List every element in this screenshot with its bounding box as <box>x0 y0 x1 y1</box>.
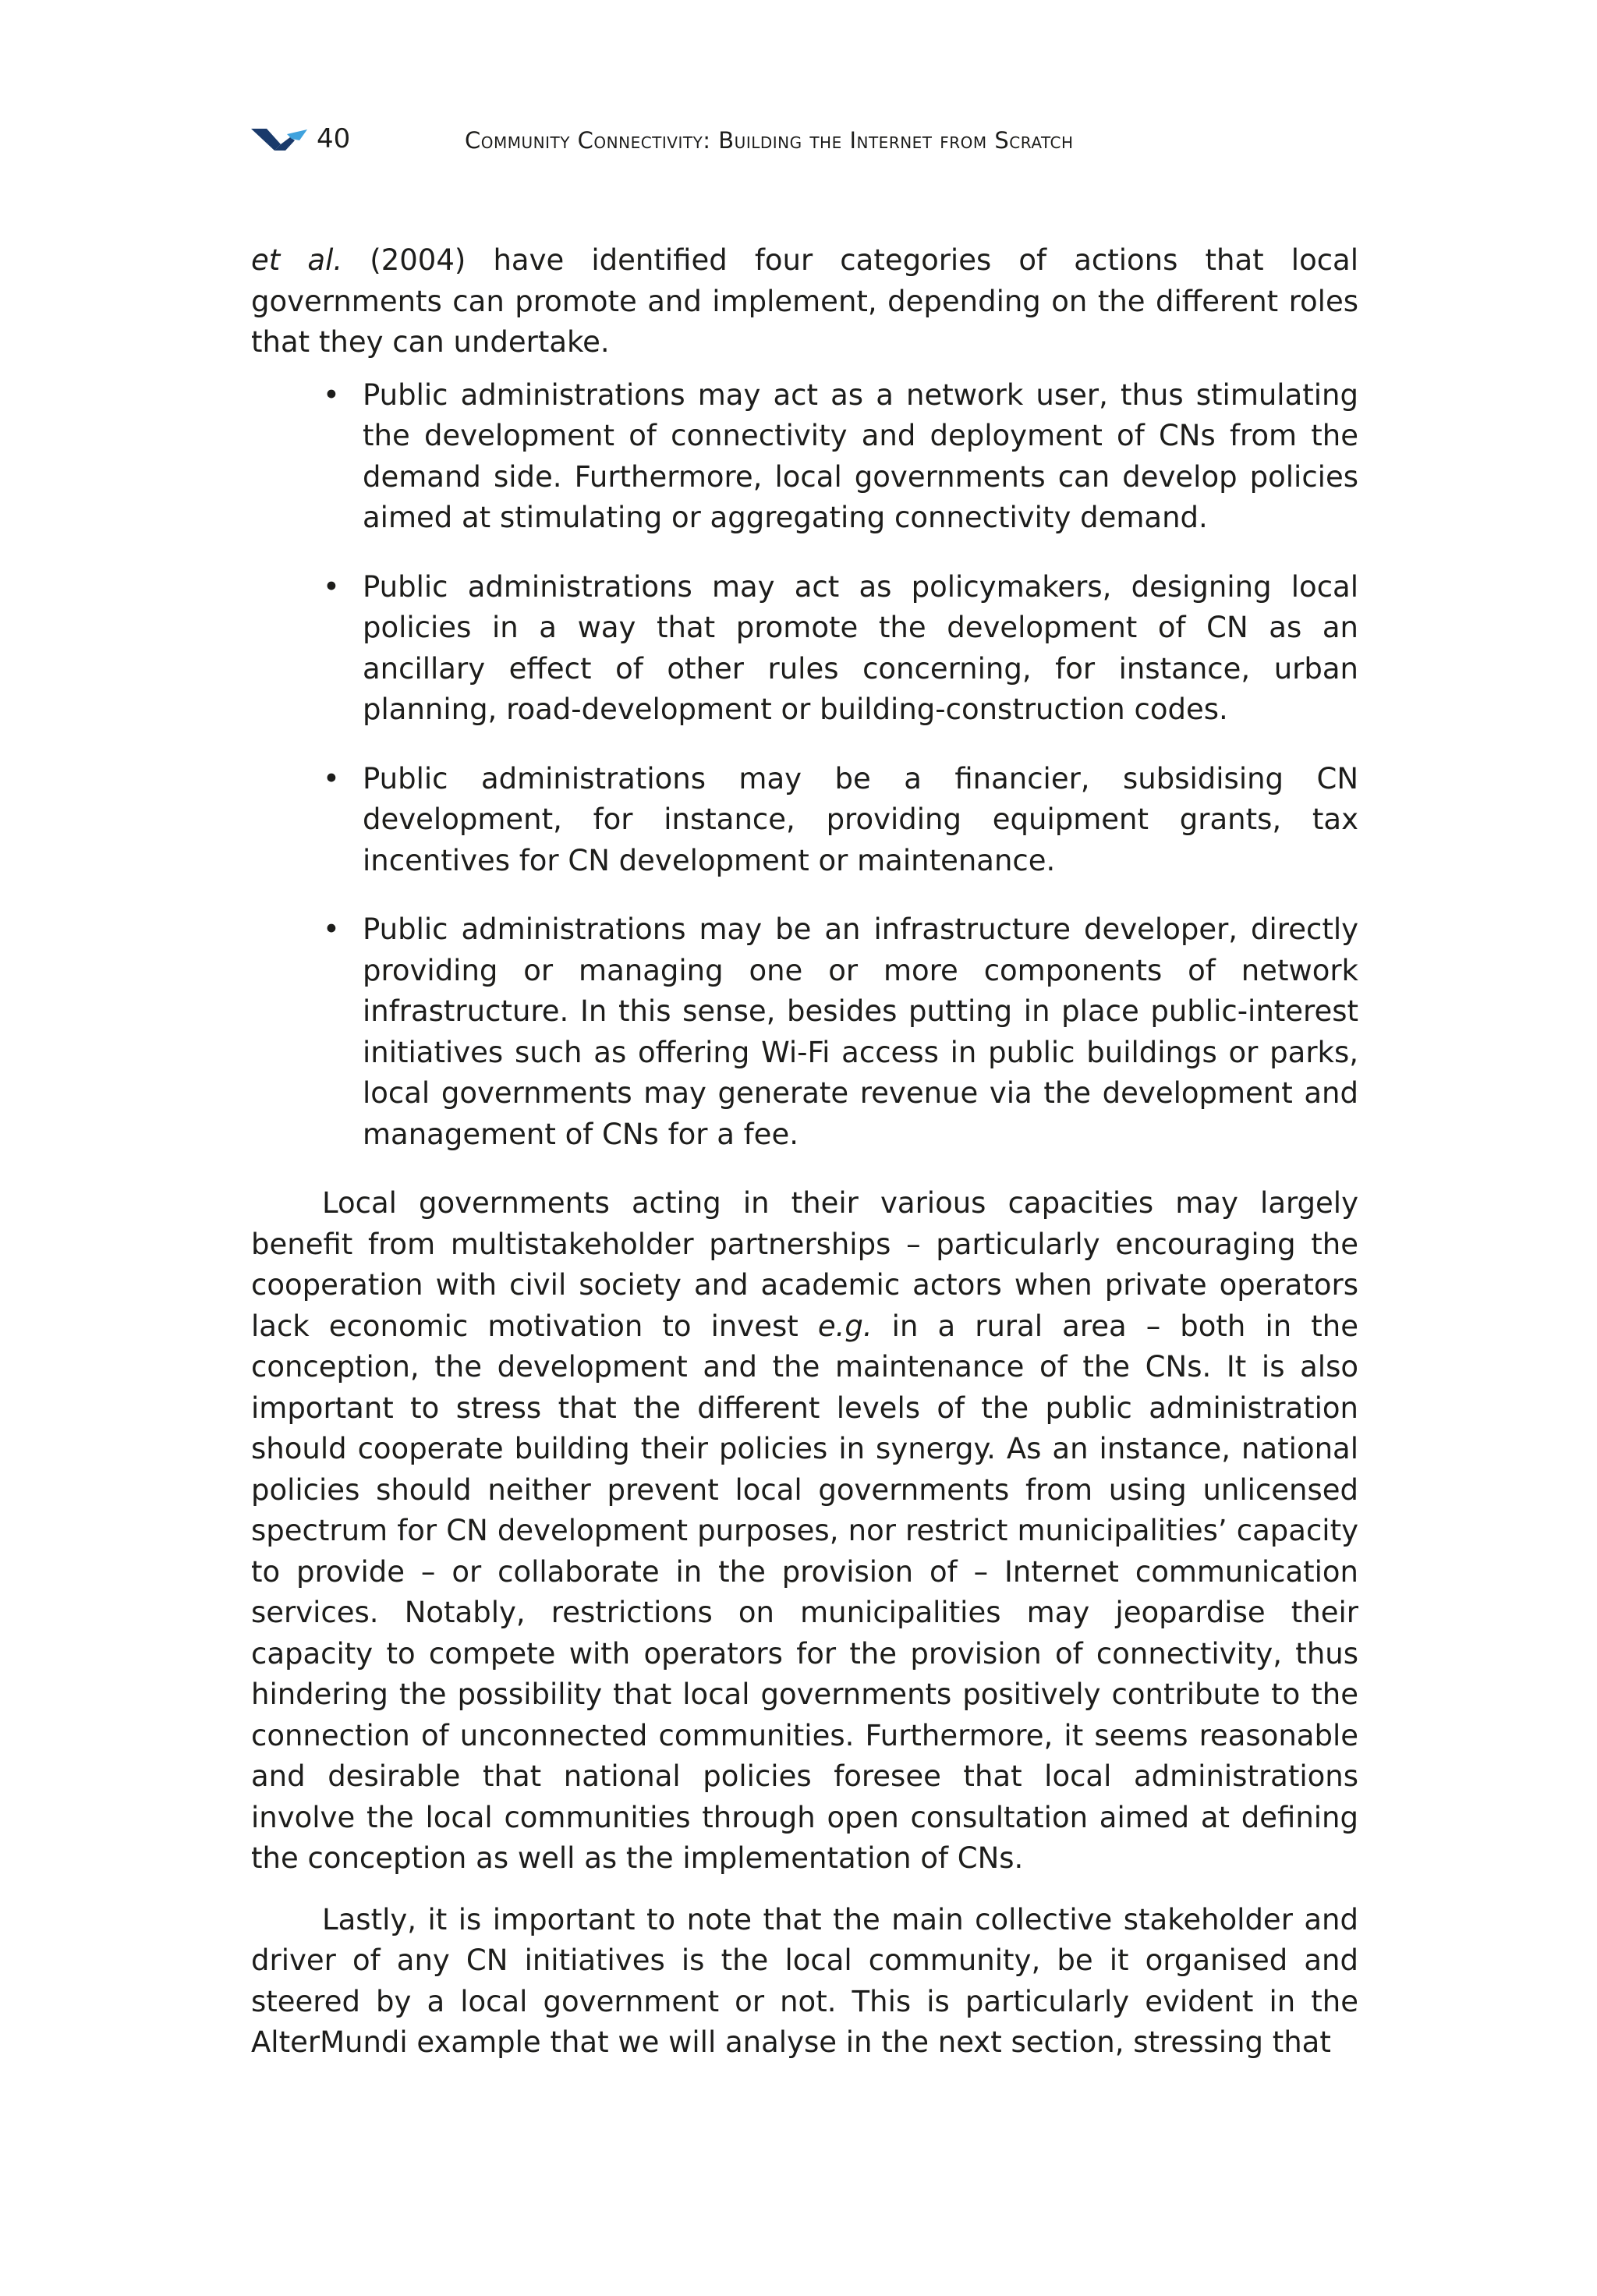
list-item-text: Public administrations may act as a network user, thus stimulating the development of connectivity and deployment of CNs from the demand side. Furthermore, local governments can develop policies aimed at stimulating or aggregating connectivity demand. <box>363 377 1358 534</box>
list-item-text: Public administrations may be an infrastructure developer, directly providing or managing one or more components of network infrastructure. In this sense, besides putting in place public-interest initiatives such as offering Wi-Fi access in public buildings or parks, local governments may generate revenue via the development and management of CNs for a fee. <box>363 912 1358 1151</box>
page-header <box>251 119 1358 165</box>
bullet-icon: • <box>323 569 340 604</box>
list-item <box>323 759 1358 882</box>
list-item-text: Public administrations may act as policymakers, designing local policies in a way that promote the development of CN as an ancillary effect of other rules concerning, for instance, urban planning, road-development or building-construction codes. <box>363 569 1358 726</box>
body-paragraph-1 <box>251 1183 1358 1880</box>
intro-paragraph <box>251 240 1358 363</box>
page-body <box>251 240 1358 2064</box>
roles-list <box>251 375 1358 1156</box>
page-number: 40 <box>317 123 351 154</box>
intro-italic-ref: et al. <box>251 243 343 277</box>
list-item <box>323 909 1358 1155</box>
logo-dark-shape <box>251 129 281 151</box>
list-item-text: Public administrations may be a financier, subsidising CN development, for instance, providing equipment grants, tax incentives for CN development or maintenance. <box>363 761 1358 877</box>
bullet-icon: • <box>323 761 340 795</box>
paragraph-1-text-a: Local governments acting in their various capacities may largely benefit from multistakeholder partnerships – particularly encouraging the cooperation with civil society and academic actors when private operators lack economic motivation to invest <box>251 1186 1358 1343</box>
intro-text: (2004) have identified four categories of actions that local governments can promote and implement, depending on the different roles that they can undertake. <box>251 243 1358 359</box>
running-title: Community Connectivity: Building the Internet from Scratch <box>465 127 1074 154</box>
paragraph-1-italic: e.g. <box>817 1309 873 1343</box>
body-paragraph-2: Lastly, it is important to note that the main collective stakeholder and driver of any CN initiatives is the local community, be it organised and steered by a local government or not. This is particularly evident in the AlterMundi example that we will analyse in the next section, stressing that <box>251 1902 1358 2059</box>
list-item <box>323 567 1358 731</box>
bullet-icon: • <box>323 377 340 412</box>
list-item <box>323 375 1358 539</box>
publisher-logo-icon <box>251 126 309 153</box>
bullet-icon: • <box>323 912 340 946</box>
paragraph-1-text-b: in a rural area – both in the conception, the development and the maintenance of the CNs. It is also important to stress that the different levels of the public administration should cooperate building their policies in synergy. As an instance, national policies should neither prevent local governments from using unlicensed spectrum for CN development purposes, nor restrict municipalities’ capacity to provide – or collaborate in the provision of – Internet communication services. Notably, restrictions on municipalities may jeopardise their capacity to compete with operators for the provision of connectivity, thus hindering the possibility that local governments positively contribute to the connection of unconnected communities. Furthermore, it seems reasonable and desirable that national policies foresee that local administrations involve the local communities through open consultation aimed at defining the conception as well as the implementation of CNs. <box>251 1309 1358 1875</box>
